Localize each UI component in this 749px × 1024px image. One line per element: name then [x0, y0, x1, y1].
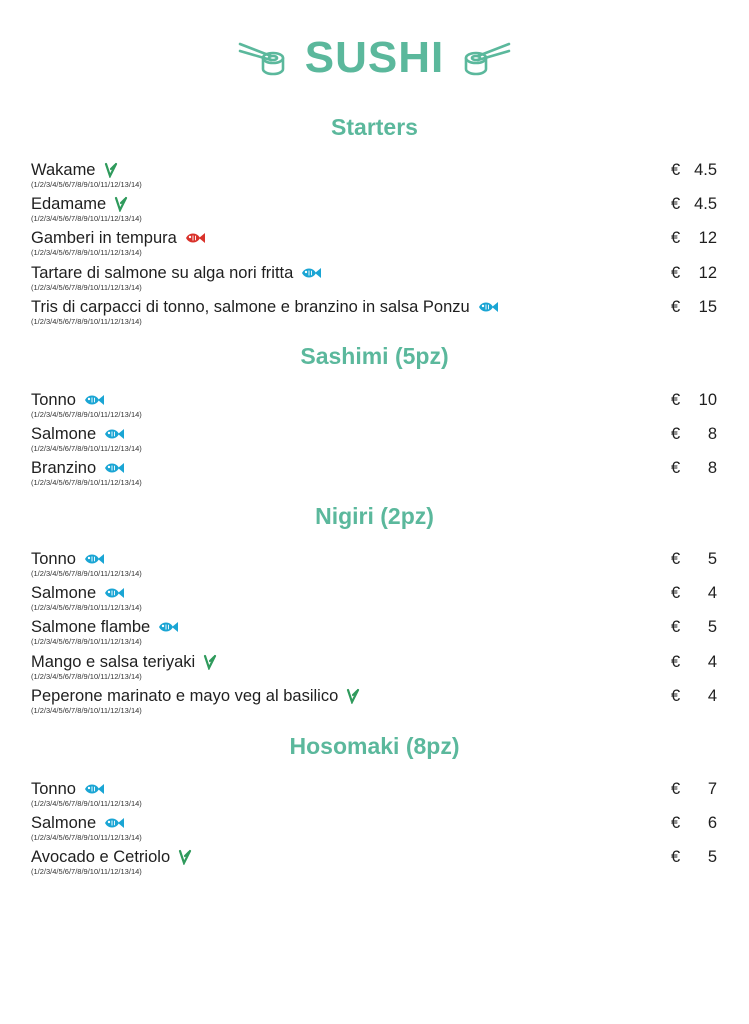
menu-item [31, 424, 717, 458]
currency-symbol: € [671, 195, 681, 214]
item-name [31, 297, 498, 317]
item-name-label: Salmone [31, 425, 97, 444]
item-name-label: Edamame [31, 195, 107, 214]
currency-symbol: € [671, 550, 681, 568]
item-name-label: Tonno [31, 550, 76, 568]
allergen-codes: (1/2/3/4/5/6/7/8/9/10/11/12/13/14) [31, 833, 142, 843]
allergen-codes: (1/2/3/4/5/6/7/8/9/10/11/12/13/14) [31, 705, 142, 715]
item-name-label: Gamberi in tempura [31, 229, 177, 248]
item-name-label: Wakame [31, 161, 96, 179]
item-name-label: Peperone marinato e mayo veg al basilico [31, 686, 339, 705]
item-name [31, 583, 124, 603]
allergen-codes: (1/2/3/4/5/6/7/8/9/10/11/12/13/14) [31, 569, 142, 578]
allergen-codes: (1/2/3/4/5/6/7/8/9/10/11/12/13/14) [31, 671, 142, 681]
allergen-codes: (1/2/3/4/5/6/7/8/9/10/11/12/13/14) [31, 637, 142, 647]
item-name-label: Avocado e Cetriolo [31, 848, 171, 867]
menu-item [31, 458, 717, 492]
item-name [31, 160, 118, 180]
allergen-codes: (1/2/3/4/5/6/7/8/9/10/11/12/13/14) [31, 316, 142, 326]
price-amount: 10 [698, 391, 717, 409]
vegetarian-leaf-icon [346, 688, 360, 704]
section-title: Sashimi (5pz) [300, 343, 449, 369]
price-amount: 5 [707, 550, 717, 568]
allergen-codes: (1/2/3/4/5/6/7/8/9/10/11/12/13/14) [31, 248, 142, 258]
item-name [31, 228, 205, 248]
currency-symbol: € [671, 780, 681, 798]
section-title: Nigiri (2pz) [315, 503, 434, 529]
allergen-codes: (1/2/3/4/5/6/7/8/9/10/11/12/13/14) [31, 214, 142, 224]
vegetarian-leaf-icon [203, 654, 217, 670]
menu-item [31, 297, 717, 331]
currency-symbol: € [671, 297, 681, 316]
currency-symbol: € [671, 459, 681, 478]
fish-icon [158, 621, 178, 633]
item-name [31, 813, 124, 833]
item-name [31, 847, 192, 867]
fish-icon [104, 587, 124, 599]
price-amount: 5 [707, 618, 717, 637]
fish-icon [104, 428, 124, 440]
price-amount: 4.5 [694, 195, 717, 214]
section-title: Hosomaki (8pz) [289, 733, 460, 759]
currency-symbol: € [671, 161, 681, 179]
item-name-label: Salmone [31, 584, 97, 603]
item-name [31, 263, 321, 283]
item-name [31, 686, 360, 706]
price-amount: 12 [698, 229, 717, 248]
currency-symbol: € [671, 686, 681, 705]
fish-icon [301, 267, 321, 279]
price-amount: 5 [707, 848, 717, 867]
item-name [31, 424, 124, 444]
item-name [31, 652, 217, 672]
item-name-label: Tartare di salmone su alga nori fritta [31, 263, 294, 282]
currency-symbol: € [671, 814, 681, 833]
menu-item [31, 813, 717, 847]
fish-icon [84, 783, 104, 795]
price-amount: 6 [707, 814, 717, 833]
item-name [31, 617, 178, 637]
menu-item [31, 652, 717, 686]
fish-icon [104, 462, 124, 474]
vegetarian-leaf-icon [114, 196, 128, 212]
menu-item [31, 583, 717, 617]
currency-symbol: € [671, 229, 681, 248]
item-name-label: Tonno [31, 780, 76, 798]
price-amount: 7 [707, 780, 717, 798]
currency-symbol: € [671, 652, 681, 671]
fish-icon [84, 553, 104, 565]
allergen-codes: (1/2/3/4/5/6/7/8/9/10/11/12/13/14) [31, 410, 142, 419]
menu-item [31, 160, 717, 194]
price-amount: 12 [698, 263, 717, 282]
fish-icon [478, 301, 498, 313]
price-amount: 8 [707, 459, 717, 478]
item-name [31, 549, 104, 569]
allergen-codes: (1/2/3/4/5/6/7/8/9/10/11/12/13/14) [31, 180, 142, 189]
item-name-label: Salmone flambe [31, 618, 151, 637]
item-name-label: Salmone [31, 814, 97, 833]
allergen-codes: (1/2/3/4/5/6/7/8/9/10/11/12/13/14) [31, 478, 142, 488]
item-name-label: Mango e salsa teriyaki [31, 652, 196, 671]
item-name-label: Branzino [31, 459, 97, 478]
fish-icon [104, 817, 124, 829]
allergen-codes: (1/2/3/4/5/6/7/8/9/10/11/12/13/14) [31, 799, 142, 808]
menu-item [31, 617, 717, 651]
menu-item [31, 390, 717, 424]
menu-item [31, 686, 717, 720]
item-name-label: Tonno [31, 391, 76, 409]
item-name [31, 390, 104, 410]
menu-item [31, 779, 717, 813]
price-amount: 15 [698, 297, 717, 316]
currency-symbol: € [671, 391, 681, 409]
vegetarian-leaf-icon [104, 162, 118, 178]
fish-icon [84, 394, 104, 406]
shellfish-red-fish-icon [185, 232, 205, 244]
menu-item [31, 263, 717, 297]
currency-symbol: € [671, 425, 681, 444]
price-amount: 4 [707, 686, 717, 705]
menu-title: SUSHI [304, 33, 445, 82]
price-amount: 4 [707, 652, 717, 671]
currency-symbol: € [671, 584, 681, 603]
menu-item [31, 847, 717, 881]
currency-symbol: € [671, 263, 681, 282]
price-amount: 4 [707, 584, 717, 603]
menu-item [31, 194, 717, 228]
price-amount: 4.5 [694, 161, 717, 179]
allergen-codes: (1/2/3/4/5/6/7/8/9/10/11/12/13/14) [31, 444, 142, 454]
allergen-codes: (1/2/3/4/5/6/7/8/9/10/11/12/13/14) [31, 282, 142, 292]
currency-symbol: € [671, 618, 681, 637]
vegetarian-leaf-icon [178, 849, 192, 865]
section-title: Starters [331, 114, 418, 140]
sushi-chopsticks-icon [462, 38, 512, 78]
sushi-chopsticks-icon [237, 38, 287, 78]
price-amount: 8 [707, 425, 717, 444]
currency-symbol: € [671, 848, 681, 867]
item-name [31, 194, 128, 214]
menu-header [0, 30, 749, 86]
allergen-codes: (1/2/3/4/5/6/7/8/9/10/11/12/13/14) [31, 867, 142, 877]
menu-item [31, 549, 717, 583]
item-name [31, 458, 124, 478]
item-name-label: Tris di carpacci di tonno, salmone e branzino in salsa Ponzu [31, 297, 470, 316]
allergen-codes: (1/2/3/4/5/6/7/8/9/10/11/12/13/14) [31, 603, 142, 613]
menu-item [31, 228, 717, 262]
item-name [31, 779, 104, 799]
